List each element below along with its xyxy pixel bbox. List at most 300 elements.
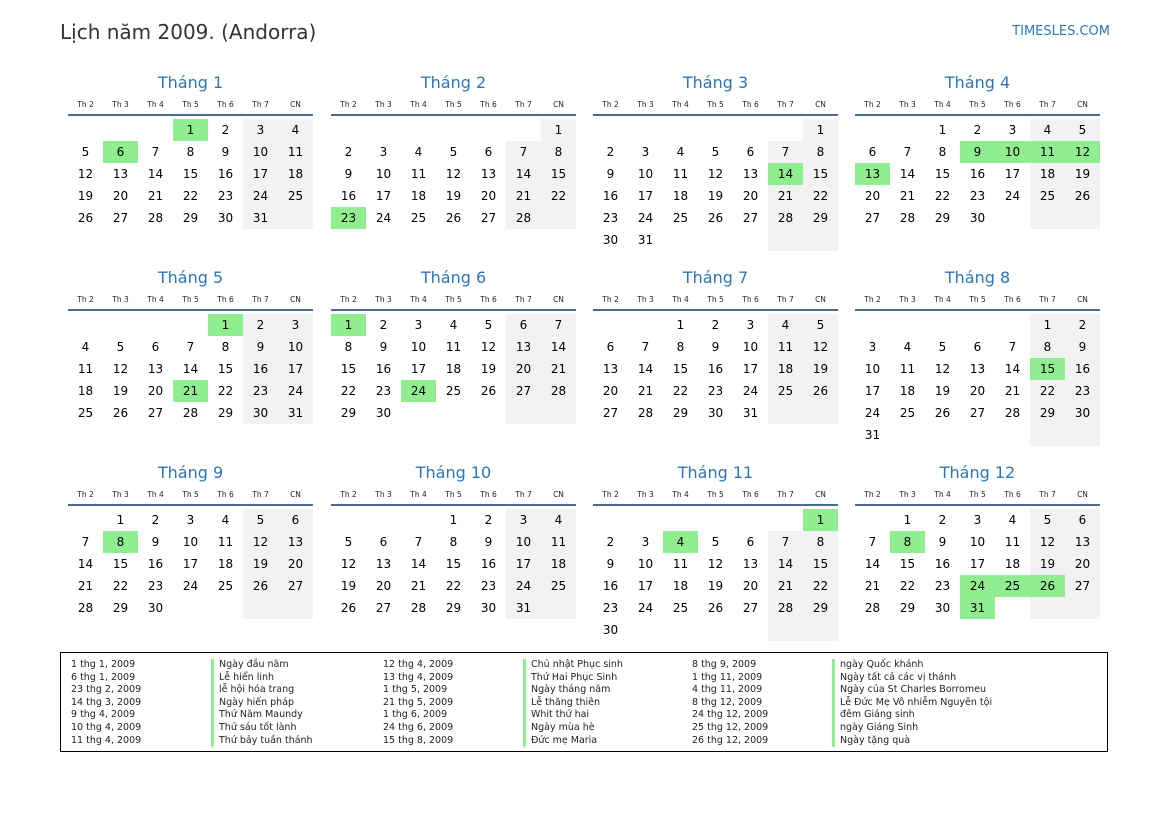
weekday-label: Th 6 bbox=[480, 490, 497, 499]
day-cell: 10 bbox=[410, 340, 427, 354]
day-cell: 26 bbox=[340, 601, 357, 615]
weekday-label: Th 5 bbox=[969, 490, 986, 499]
empty-day-cell bbox=[663, 509, 698, 531]
month-block bbox=[593, 72, 838, 251]
day-cell: 19 bbox=[1030, 553, 1065, 575]
day-cell: 22 bbox=[803, 575, 838, 597]
weekday-label: Th 3 bbox=[112, 295, 129, 304]
empty-day-cell bbox=[768, 402, 803, 424]
holiday-date: 11 thg 4, 2009 bbox=[71, 734, 142, 746]
day-cell: 30 bbox=[707, 406, 724, 420]
day-cell: 9 bbox=[344, 167, 353, 181]
day-cell: 4 bbox=[768, 314, 803, 336]
day-cell: 14 bbox=[182, 362, 199, 376]
day-cell: 9 bbox=[221, 145, 230, 159]
day-cell: 1 bbox=[803, 119, 838, 141]
week-row bbox=[855, 380, 1100, 402]
weekday-label: Th 6 bbox=[742, 295, 759, 304]
day-cell: 3 bbox=[973, 513, 982, 527]
day-cell: 15 bbox=[217, 362, 234, 376]
weekday-header bbox=[68, 293, 313, 311]
day-cell: 14 bbox=[541, 336, 576, 358]
weekday-label: Th 7 bbox=[515, 295, 532, 304]
empty-day-cell bbox=[436, 119, 471, 141]
week-row bbox=[68, 597, 313, 619]
day-cell: 31 bbox=[506, 597, 541, 619]
day-cell: 4 bbox=[663, 531, 698, 553]
day-cell: 22 bbox=[672, 384, 689, 398]
weekday-label: Th 2 bbox=[340, 100, 357, 109]
week-row bbox=[593, 163, 838, 185]
empty-day-cell bbox=[698, 229, 733, 251]
day-cell: 21 bbox=[147, 189, 164, 203]
day-cell: 29 bbox=[672, 406, 689, 420]
day-cell: 20 bbox=[278, 553, 313, 575]
day-cell: 3 bbox=[414, 318, 423, 332]
empty-day-cell bbox=[768, 229, 803, 251]
day-cell: 5 bbox=[1065, 119, 1100, 141]
day-cell: 27 bbox=[480, 211, 497, 225]
day-cell: 29 bbox=[1030, 402, 1065, 424]
weekday-label: CN bbox=[290, 295, 301, 304]
day-cell: 13 bbox=[969, 362, 986, 376]
week-row bbox=[331, 185, 576, 207]
week-row bbox=[331, 119, 576, 141]
day-cell: 16 bbox=[934, 557, 951, 571]
weekday-label: Th 4 bbox=[147, 490, 164, 499]
day-cell: 20 bbox=[112, 189, 129, 203]
holiday-row bbox=[71, 697, 313, 710]
holiday-name: Ngày đầu năm bbox=[211, 659, 289, 672]
week-row bbox=[855, 119, 1100, 141]
day-cell: 2 bbox=[484, 513, 493, 527]
day-cell: 14 bbox=[410, 557, 427, 571]
week-row bbox=[68, 402, 313, 424]
day-cell: 7 bbox=[903, 145, 912, 159]
weekday-label: Th 4 bbox=[672, 490, 689, 499]
day-cell: 9 bbox=[711, 340, 720, 354]
empty-day-cell bbox=[925, 314, 960, 336]
day-cell: 6 bbox=[103, 141, 138, 163]
holiday-name: Lễ thăng thiên bbox=[523, 697, 600, 710]
empty-day-cell bbox=[995, 207, 1030, 229]
day-cell: 22 bbox=[112, 579, 129, 593]
weekday-label: Th 2 bbox=[864, 490, 881, 499]
week-row bbox=[855, 185, 1100, 207]
day-cell: 8 bbox=[803, 141, 838, 163]
day-cell: 13 bbox=[742, 167, 759, 181]
day-cell: 5 bbox=[1030, 509, 1065, 531]
day-cell: 8 bbox=[103, 531, 138, 553]
day-cell: 2 bbox=[973, 123, 982, 137]
empty-day-cell bbox=[1065, 207, 1100, 229]
day-cell: 11 bbox=[672, 557, 689, 571]
week-row bbox=[331, 380, 576, 402]
day-cell: 21 bbox=[410, 579, 427, 593]
holiday-date: 4 thg 11, 2009 bbox=[692, 684, 763, 696]
day-cell: 13 bbox=[112, 167, 129, 181]
week-row bbox=[855, 424, 1100, 446]
week-row bbox=[331, 509, 576, 531]
day-cell: 3 bbox=[868, 340, 877, 354]
day-cell: 16 bbox=[707, 362, 724, 376]
day-cell: 17 bbox=[375, 189, 392, 203]
day-cell: 29 bbox=[182, 211, 199, 225]
weekday-label: Th 7 bbox=[1039, 490, 1056, 499]
day-cell: 23 bbox=[480, 579, 497, 593]
month-block bbox=[68, 462, 313, 619]
holiday-name: Thứ bảy tuần thánh bbox=[211, 735, 313, 748]
holiday-name: lễ hội hóa trang bbox=[211, 684, 294, 697]
day-cell: 11 bbox=[410, 167, 427, 181]
weekday-header bbox=[593, 488, 838, 506]
day-cell: 23 bbox=[1065, 380, 1100, 402]
day-cell: 29 bbox=[445, 601, 462, 615]
holiday-name: Đức mẹ Maria bbox=[523, 735, 597, 748]
weekday-label: CN bbox=[553, 490, 564, 499]
day-cell: 20 bbox=[864, 189, 881, 203]
week-row bbox=[855, 531, 1100, 553]
day-cell: 4 bbox=[221, 513, 230, 527]
day-cell: 22 bbox=[934, 189, 951, 203]
week-row bbox=[331, 553, 576, 575]
empty-day-cell bbox=[960, 314, 995, 336]
month-block bbox=[68, 72, 313, 229]
week-row bbox=[331, 531, 576, 553]
holiday-date: 14 thg 3, 2009 bbox=[71, 696, 142, 708]
day-cell: 28 bbox=[77, 601, 94, 615]
weekday-label: CN bbox=[1077, 490, 1088, 499]
weekday-label: Th 4 bbox=[147, 295, 164, 304]
day-cell: 22 bbox=[899, 579, 916, 593]
day-cell: 26 bbox=[1030, 575, 1065, 597]
day-cell: 17 bbox=[969, 557, 986, 571]
day-cell: 19 bbox=[1065, 163, 1100, 185]
holiday-column bbox=[383, 659, 623, 747]
day-cell: 26 bbox=[77, 211, 94, 225]
week-row bbox=[331, 402, 576, 424]
week-row bbox=[68, 314, 313, 336]
holiday-name: ngày Giáng Sinh bbox=[832, 722, 918, 735]
weekday-label: Th 3 bbox=[112, 100, 129, 109]
empty-day-cell bbox=[960, 424, 995, 446]
weekday-header bbox=[68, 98, 313, 116]
week-row bbox=[68, 141, 313, 163]
day-cell: 19 bbox=[934, 384, 951, 398]
holiday-row bbox=[692, 684, 992, 697]
day-cell: 26 bbox=[707, 601, 724, 615]
day-cell: 23 bbox=[934, 579, 951, 593]
holiday-row bbox=[383, 735, 623, 748]
empty-day-cell bbox=[855, 509, 890, 531]
day-cell: 28 bbox=[1004, 406, 1021, 420]
week-row bbox=[68, 163, 313, 185]
day-cell: 15 bbox=[445, 557, 462, 571]
day-cell: 2 bbox=[938, 513, 947, 527]
day-cell: 4 bbox=[414, 145, 423, 159]
day-cell: 12 bbox=[934, 362, 951, 376]
holiday-row bbox=[71, 672, 313, 685]
day-cell: 10 bbox=[969, 535, 986, 549]
day-cell: 15 bbox=[934, 167, 951, 181]
empty-day-cell bbox=[401, 509, 436, 531]
day-cell: 24 bbox=[375, 211, 392, 225]
day-cell: 2 bbox=[606, 535, 615, 549]
day-cell: 24 bbox=[506, 575, 541, 597]
day-cell: 8 bbox=[1030, 336, 1065, 358]
empty-day-cell bbox=[366, 119, 401, 141]
day-cell: 8 bbox=[803, 531, 838, 553]
day-cell: 8 bbox=[938, 145, 947, 159]
holiday-row bbox=[383, 722, 623, 735]
day-cell: 25 bbox=[995, 575, 1030, 597]
day-cell: 29 bbox=[217, 406, 234, 420]
holiday-row bbox=[71, 659, 313, 672]
holiday-name: ngày Quốc khánh bbox=[832, 659, 923, 672]
week-row bbox=[855, 314, 1100, 336]
week-row bbox=[593, 575, 838, 597]
brand-link[interactable]: TIMESLES.COM bbox=[1012, 24, 1110, 39]
weekday-label: Th 4 bbox=[934, 490, 951, 499]
empty-day-cell bbox=[1030, 597, 1065, 619]
month-block bbox=[331, 72, 576, 229]
month-block bbox=[855, 267, 1100, 446]
weekday-label: Th 4 bbox=[147, 100, 164, 109]
day-cell: 24 bbox=[864, 406, 881, 420]
day-cell: 25 bbox=[445, 384, 462, 398]
day-cell: 27 bbox=[969, 406, 986, 420]
weekday-label: Th 6 bbox=[480, 100, 497, 109]
weekday-label: Th 5 bbox=[182, 490, 199, 499]
day-cell: 30 bbox=[480, 601, 497, 615]
day-cell: 13 bbox=[480, 167, 497, 181]
day-cell: 2 bbox=[1065, 314, 1100, 336]
week-row bbox=[593, 531, 838, 553]
day-cell: 30 bbox=[147, 601, 164, 615]
day-cell: 8 bbox=[344, 340, 353, 354]
day-cell: 1 bbox=[541, 119, 576, 141]
week-row bbox=[68, 185, 313, 207]
weekday-header bbox=[593, 293, 838, 311]
day-cell: 1 bbox=[449, 513, 458, 527]
day-cell: 12 bbox=[707, 557, 724, 571]
empty-day-cell bbox=[803, 229, 838, 251]
day-cell: 30 bbox=[243, 402, 278, 424]
weekday-header bbox=[331, 98, 576, 116]
day-cell: 6 bbox=[379, 535, 388, 549]
day-cell: 1 bbox=[803, 509, 838, 531]
day-cell: 23 bbox=[147, 579, 164, 593]
day-cell: 31 bbox=[864, 428, 881, 442]
month-title: Tháng 11 bbox=[677, 463, 754, 482]
day-cell: 17 bbox=[637, 189, 654, 203]
day-cell: 4 bbox=[1008, 513, 1017, 527]
weekday-label: CN bbox=[290, 100, 301, 109]
day-cell: 16 bbox=[1065, 358, 1100, 380]
day-cell: 25 bbox=[768, 380, 803, 402]
day-cell: 5 bbox=[484, 318, 493, 332]
week-row bbox=[855, 553, 1100, 575]
empty-day-cell bbox=[803, 619, 838, 641]
day-cell: 16 bbox=[147, 557, 164, 571]
holiday-date: 25 thg 12, 2009 bbox=[692, 721, 769, 733]
weekday-label: Th 4 bbox=[410, 295, 427, 304]
holiday-name: Ngày tất cả các vị thánh bbox=[832, 672, 956, 685]
day-cell: 27 bbox=[506, 380, 541, 402]
empty-day-cell bbox=[628, 509, 663, 531]
day-cell: 23 bbox=[375, 384, 392, 398]
holiday-row bbox=[383, 697, 623, 710]
day-cell: 5 bbox=[803, 314, 838, 336]
day-cell: 7 bbox=[768, 141, 803, 163]
empty-day-cell bbox=[628, 314, 663, 336]
empty-day-cell bbox=[278, 597, 313, 619]
day-cell: 28 bbox=[506, 207, 541, 229]
month-title: Tháng 9 bbox=[157, 463, 224, 482]
day-cell: 29 bbox=[803, 597, 838, 619]
week-row bbox=[855, 358, 1100, 380]
day-cell: 7 bbox=[81, 535, 90, 549]
day-cell: 12 bbox=[77, 167, 94, 181]
holiday-date: 9 thg 4, 2009 bbox=[71, 709, 136, 721]
day-cell: 21 bbox=[541, 358, 576, 380]
weekday-label: CN bbox=[815, 490, 826, 499]
day-cell: 21 bbox=[899, 189, 916, 203]
empty-day-cell bbox=[663, 119, 698, 141]
week-row bbox=[68, 380, 313, 402]
weekday-label: Th 6 bbox=[1004, 490, 1021, 499]
weekday-label: Th 5 bbox=[445, 295, 462, 304]
day-cell: 2 bbox=[221, 123, 230, 137]
day-cell: 10 bbox=[375, 167, 392, 181]
holiday-date: 1 thg 6, 2009 bbox=[383, 709, 448, 721]
weekday-label: CN bbox=[1077, 100, 1088, 109]
holiday-date: 12 thg 4, 2009 bbox=[383, 659, 454, 670]
day-cell: 11 bbox=[278, 141, 313, 163]
day-cell: 28 bbox=[541, 380, 576, 402]
day-cell: 18 bbox=[899, 384, 916, 398]
weekday-label: Th 7 bbox=[515, 490, 532, 499]
day-cell: 1 bbox=[1030, 314, 1065, 336]
empty-day-cell bbox=[768, 119, 803, 141]
day-cell: 15 bbox=[112, 557, 129, 571]
day-cell: 11 bbox=[1004, 535, 1021, 549]
day-cell: 16 bbox=[480, 557, 497, 571]
week-row bbox=[68, 531, 313, 553]
day-cell: 10 bbox=[637, 167, 654, 181]
day-cell: 6 bbox=[484, 145, 493, 159]
week-row bbox=[593, 207, 838, 229]
day-cell: 2 bbox=[379, 318, 388, 332]
weekday-label: Th 5 bbox=[969, 295, 986, 304]
empty-day-cell bbox=[663, 229, 698, 251]
day-cell: 23 bbox=[602, 211, 619, 225]
day-cell: 24 bbox=[1004, 189, 1021, 203]
day-cell: 28 bbox=[899, 211, 916, 225]
month-block bbox=[593, 267, 838, 424]
day-cell: 3 bbox=[506, 509, 541, 531]
weekday-label: Th 6 bbox=[480, 295, 497, 304]
weekday-label: Th 7 bbox=[777, 490, 794, 499]
day-cell: 25 bbox=[899, 406, 916, 420]
weekday-label: Th 2 bbox=[340, 295, 357, 304]
day-cell: 26 bbox=[934, 406, 951, 420]
weekday-label: Th 5 bbox=[707, 295, 724, 304]
holiday-name: Lễ Đức Mẹ Vô nhiễm Nguyên tội bbox=[832, 697, 992, 710]
day-cell: 21 bbox=[864, 579, 881, 593]
weekday-label: Th 7 bbox=[515, 100, 532, 109]
day-cell: 30 bbox=[1065, 402, 1100, 424]
day-cell: 26 bbox=[243, 575, 278, 597]
empty-day-cell bbox=[401, 119, 436, 141]
empty-day-cell bbox=[138, 314, 173, 336]
week-row bbox=[331, 575, 576, 597]
day-cell: 14 bbox=[147, 167, 164, 181]
day-cell: 12 bbox=[340, 557, 357, 571]
day-cell: 23 bbox=[243, 380, 278, 402]
weekday-header bbox=[68, 488, 313, 506]
weekday-label: Th 2 bbox=[340, 490, 357, 499]
weekday-label: Th 6 bbox=[1004, 295, 1021, 304]
day-cell: 27 bbox=[602, 406, 619, 420]
day-cell: 26 bbox=[803, 380, 838, 402]
day-cell: 5 bbox=[81, 145, 90, 159]
empty-day-cell bbox=[471, 402, 506, 424]
day-cell: 3 bbox=[278, 314, 313, 336]
week-row bbox=[855, 597, 1100, 619]
day-cell: 18 bbox=[445, 362, 462, 376]
day-cell: 17 bbox=[742, 362, 759, 376]
day-cell: 13 bbox=[1065, 531, 1100, 553]
day-cell: 2 bbox=[243, 314, 278, 336]
weekday-label: Th 2 bbox=[602, 490, 619, 499]
day-cell: 14 bbox=[768, 163, 803, 185]
day-cell: 5 bbox=[344, 535, 353, 549]
empty-day-cell bbox=[855, 119, 890, 141]
empty-day-cell bbox=[995, 597, 1030, 619]
weekday-label: Th 7 bbox=[1039, 295, 1056, 304]
day-cell: 9 bbox=[484, 535, 493, 549]
day-cell: 5 bbox=[449, 145, 458, 159]
weekday-header bbox=[855, 293, 1100, 311]
day-cell: 19 bbox=[707, 579, 724, 593]
day-cell: 15 bbox=[672, 362, 689, 376]
week-row bbox=[855, 402, 1100, 424]
empty-day-cell bbox=[593, 509, 628, 531]
day-cell: 9 bbox=[379, 340, 388, 354]
day-cell: 9 bbox=[960, 141, 995, 163]
day-cell: 31 bbox=[243, 207, 278, 229]
week-row bbox=[593, 553, 838, 575]
empty-day-cell bbox=[890, 119, 925, 141]
day-cell: 13 bbox=[147, 362, 164, 376]
day-cell: 12 bbox=[112, 362, 129, 376]
empty-day-cell bbox=[768, 619, 803, 641]
weekday-label: Th 5 bbox=[707, 100, 724, 109]
day-cell: 24 bbox=[637, 601, 654, 615]
day-cell: 1 bbox=[676, 318, 685, 332]
day-cell: 7 bbox=[414, 535, 423, 549]
holiday-row bbox=[383, 659, 623, 672]
day-cell: 9 bbox=[151, 535, 160, 549]
day-cell: 7 bbox=[641, 340, 650, 354]
empty-day-cell bbox=[366, 509, 401, 531]
weekday-label: Th 5 bbox=[445, 100, 462, 109]
day-cell: 4 bbox=[449, 318, 458, 332]
weekday-label: Th 6 bbox=[217, 295, 234, 304]
day-cell: 13 bbox=[855, 163, 890, 185]
day-cell: 6 bbox=[506, 314, 541, 336]
